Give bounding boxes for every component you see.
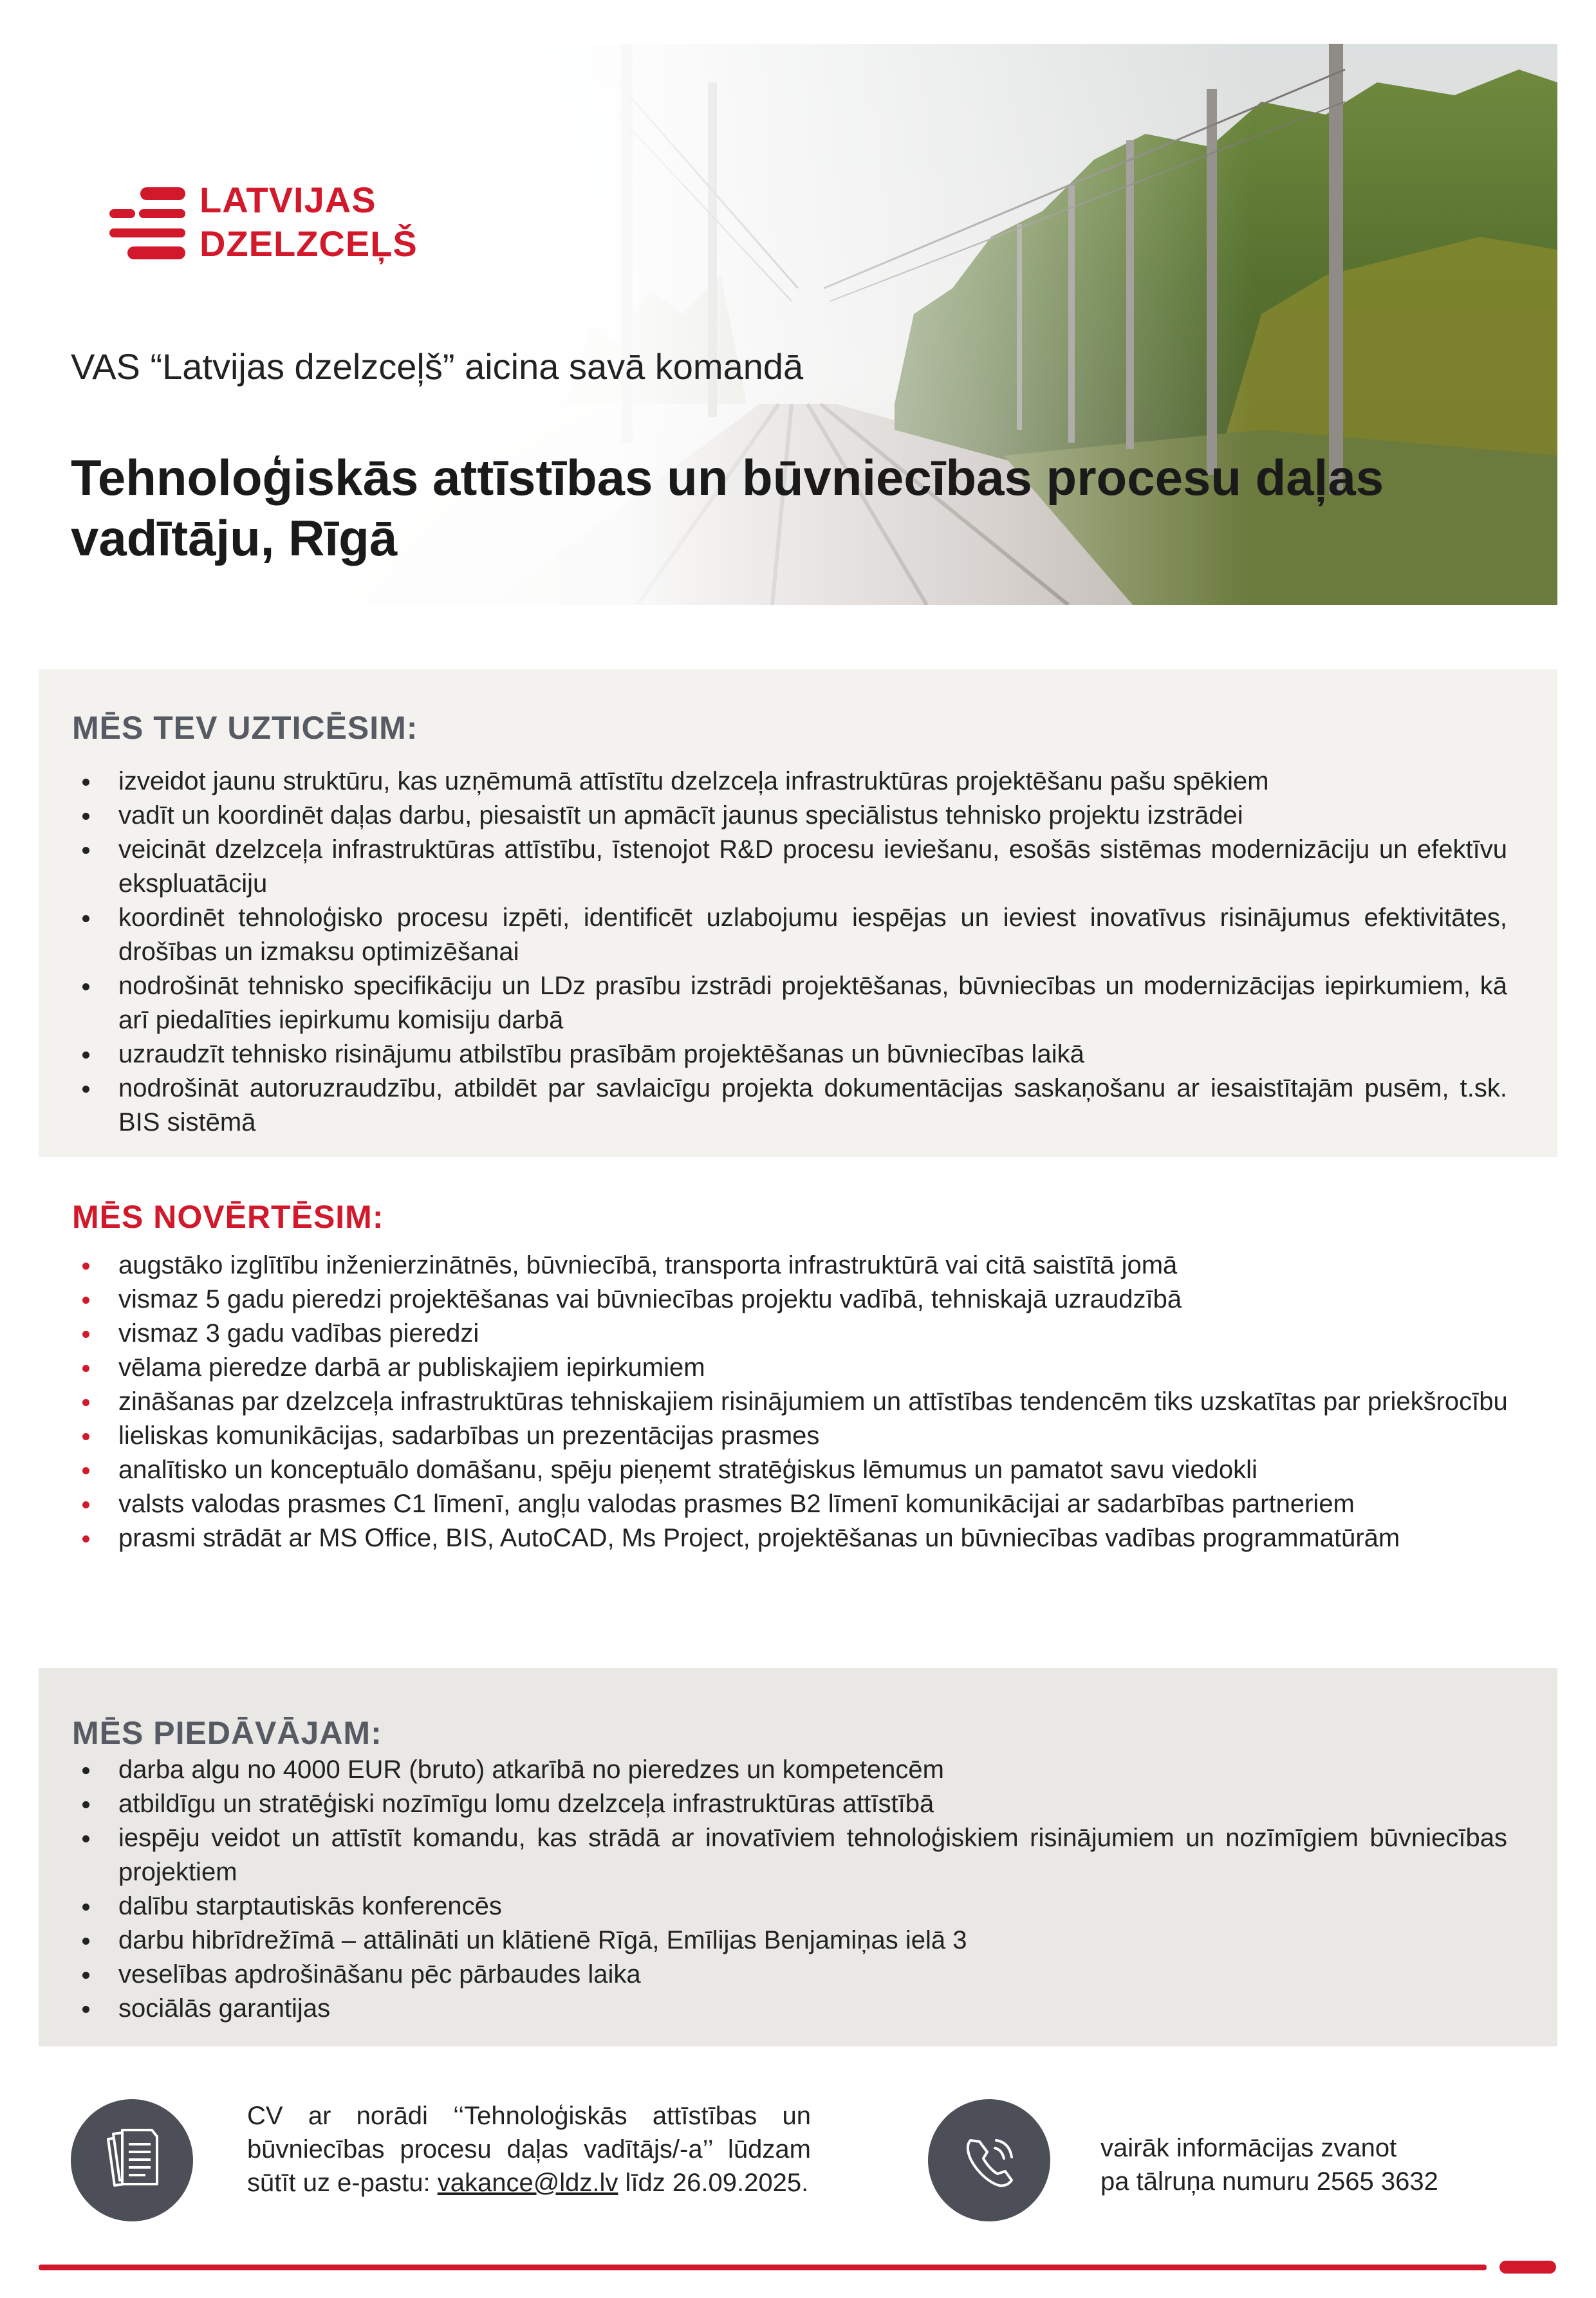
list-item: nodrošināt autoruzraudzību, atbildēt par savlaicīgu projekta dokumentācijas saskaņošanu ar iesaistītajām pusēm, t.sk. BIS sistēmā bbox=[72, 1071, 1507, 1140]
benefits-section bbox=[39, 1668, 1557, 2046]
list-item: vēlama pieredze darbā ar publiskajiem iepirkumiem bbox=[72, 1351, 1533, 1385]
list-item: veicināt dzelzceļa infrastruktūras attīstību, īstenojot R&D procesu ieviešanu, esošās sistēmas modernizāciju un efektīvu ekspluatāciju bbox=[72, 833, 1507, 901]
list-item: nodrošināt tehnisko specifikāciju un LDz prasību izstrādi projektēšanas, būvniecības un modernizācijas iepirkumiem, kā arī piedalīties iepirkumu komisiju darbā bbox=[72, 969, 1507, 1037]
requirements-heading: MĒS NOVĒRTĒSIM: bbox=[72, 1199, 384, 1235]
list-item: vadīt un koordinēt daļas darbu, piesaistīt un apmācīt jaunus speciālistus tehnisko projektu izstrādei bbox=[72, 799, 1507, 833]
list-item: prasmi strādāt ar MS Office, BIS, AutoCAD, Ms Project, projektēšanas un būvniecības vadības programmatūrām bbox=[72, 1521, 1533, 1555]
job-title: Tehnoloģiskās attīstības un būvniecības procesu daļas vadītāju, Rīgā bbox=[71, 449, 1384, 566]
list-item: iespēju veidot un attīstīt komandu, kas strādā ar inovatīviem tehnoloģiskiem risinājumiem un nozīmīgiem būvniecības projektiem bbox=[72, 1821, 1507, 1889]
invite-text: VAS “Latvijas dzelzceļš” aicina savā komandā bbox=[71, 346, 804, 387]
logo-line-1: LATVIJAS bbox=[200, 180, 376, 220]
list-item: izveidot jaunu struktūru, kas uzņēmumā attīstītu dzelzceļa infrastruktūras projektēšanu pašu spēkiem bbox=[72, 764, 1507, 799]
responsibilities-list bbox=[72, 764, 1507, 1140]
contact-info-line-1: vairāk informācijas zvanot bbox=[1100, 2134, 1397, 2162]
phone-icon bbox=[928, 2099, 1050, 2221]
list-item: uzraudzīt tehnisko risinājumu atbilstību prasībām projektēšanas un būvniecības laikā bbox=[72, 1037, 1507, 1071]
requirements-list bbox=[72, 1248, 1533, 1555]
list-item: valsts valodas prasmes C1 līmenī, angļu valodas prasmes B2 līmenī komunikācijai ar sadarbības partneriem bbox=[72, 1487, 1533, 1521]
list-item: analītisko un konceptuālo domāšanu, spēju pieņemt stratēģiskus lēmumus un pamatot savu viedokli bbox=[72, 1453, 1533, 1487]
requirements-section bbox=[39, 1176, 1557, 1627]
responsibilities-heading: MĒS TEV UZTICĒSIM: bbox=[72, 710, 418, 746]
list-item: zināšanas par dzelzceļa infrastruktūras tehniskajiem risinājumiem un attīstības tendencēm tiks uzskatītas par priekšrocību bbox=[72, 1385, 1533, 1419]
responsibilities-section bbox=[39, 669, 1557, 1157]
list-item: darba algu no 4000 EUR (bruto) atkarībā no pieredzes un kompetencēm bbox=[72, 1753, 1507, 1787]
logo-mark-icon bbox=[109, 176, 187, 272]
list-item: vismaz 5 gadu pieredzi projektēšanas vai būvniecības projektu vadībā, tehniskajā uzraudzībā bbox=[72, 1283, 1533, 1317]
contact-info bbox=[1100, 2131, 1519, 2198]
email-link[interactable]: vakance@ldz.lv bbox=[437, 2169, 618, 2197]
list-item: lieliskas komunikācijas, sadarbības un prezentācijas prasmes bbox=[72, 1419, 1533, 1453]
list-item: atbildīgu un stratēģiski nozīmīgu lomu dzelzceļa infrastruktūras attīstībā bbox=[72, 1787, 1507, 1821]
cv-instructions bbox=[247, 2099, 811, 2200]
list-item: augstāko izglītību inženierzinātnēs, būvniecībā, transporta infrastruktūrā vai citā saistītā jomā bbox=[72, 1248, 1533, 1283]
list-item: veselības apdrošināšanu pēc pārbaudes laika bbox=[72, 1958, 1507, 1992]
cv-deadline-text: līdz 26.09.2025. bbox=[618, 2169, 809, 2197]
benefits-heading: MĒS PIEDĀVĀJAM: bbox=[72, 1715, 382, 1751]
list-item: darbu hibrīdrežīmā – attālināti un klātienē Rīgā, Emīlijas Benjamiņas ielā 3 bbox=[72, 1923, 1507, 1958]
logo-wordmark bbox=[200, 176, 418, 263]
logo-line-2: DZELZCEĻŠ bbox=[200, 223, 418, 264]
footer-accent bbox=[1499, 2261, 1556, 2274]
list-item: koordinēt tehnoloģisko procesu izpēti, identificēt uzlabojumu iespējas un ieviest inovatīvus risinājumus efektivitātes, drošības un izmaksu optimizēšanai bbox=[72, 901, 1507, 969]
benefits-list bbox=[72, 1753, 1507, 2026]
list-item: sociālās garantijas bbox=[72, 1992, 1507, 2026]
hero-banner bbox=[39, 44, 1557, 605]
cv-instructions-text: CV ar norādi ‘‘Tehnoloģiskās attīstības un būvniecības procesu daļas vadītājs/-a’’ lūdzam sūtīt uz e-pastu: bbox=[247, 2102, 811, 2197]
list-item: dalību starptautiskās konferencēs bbox=[72, 1889, 1507, 1923]
documents-icon bbox=[71, 2099, 193, 2221]
footer-divider bbox=[39, 2265, 1487, 2270]
company-logo bbox=[109, 176, 457, 272]
contact-phone-text: pa tālruņa numuru 2565 3632 bbox=[1100, 2167, 1438, 2196]
list-item: vismaz 3 gadu vadības pieredzi bbox=[72, 1317, 1533, 1351]
